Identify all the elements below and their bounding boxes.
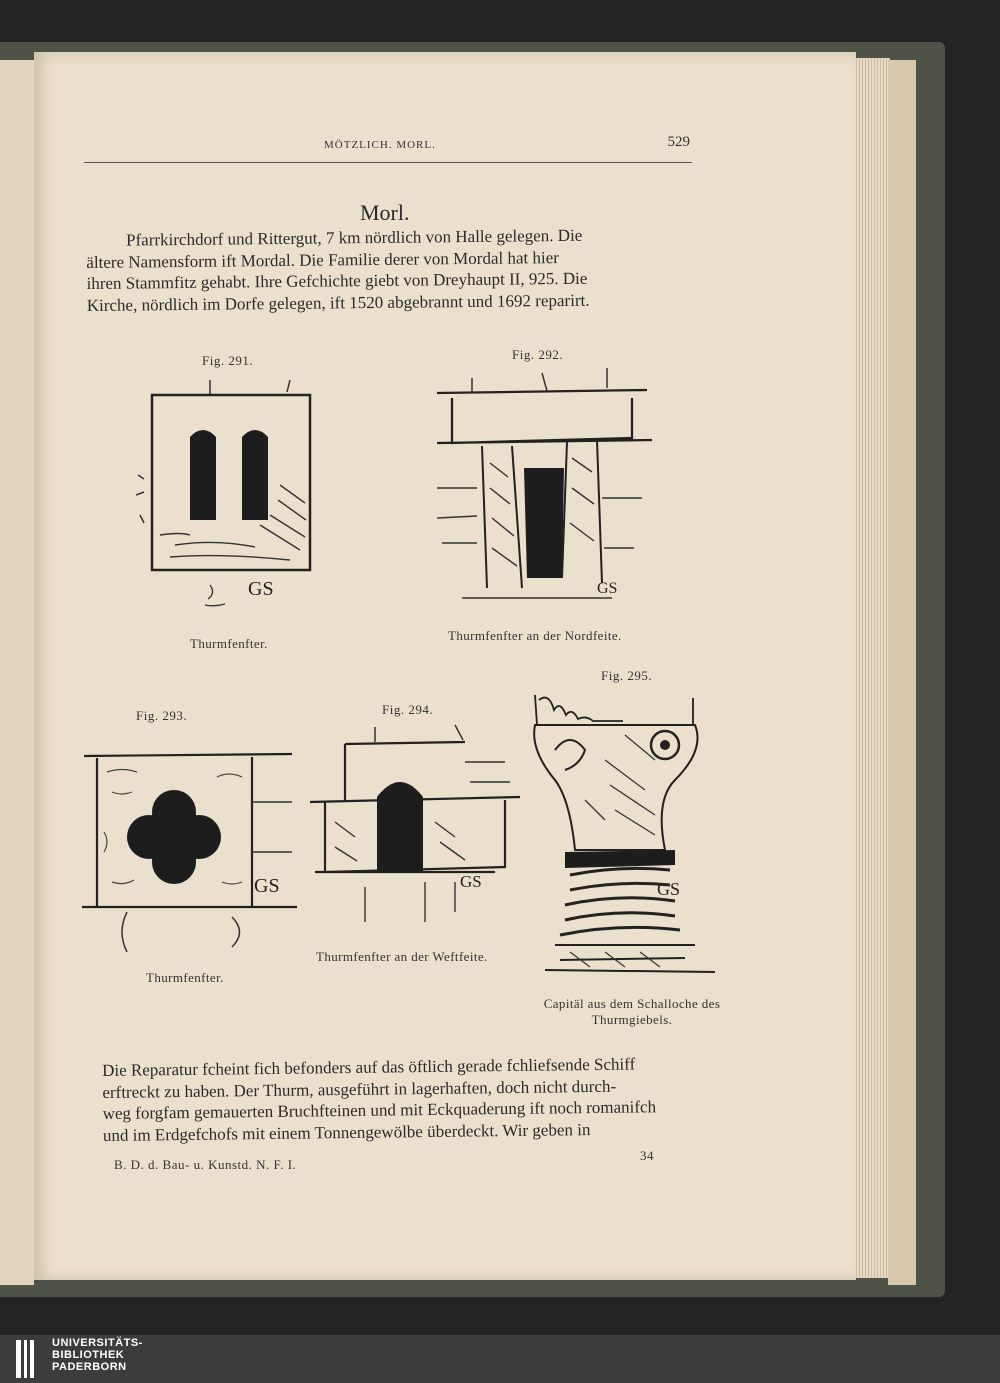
figure-caption: Thurmfenfter an der Weftfeite. bbox=[316, 949, 488, 964]
body-paragraph bbox=[102, 1052, 719, 1146]
text-line: und im Erdgefchofs mit einem Tonnengewölbe überdeckt. Wir geben in bbox=[102, 1119, 591, 1145]
figure-caption: Thurmfenfter. bbox=[190, 636, 268, 651]
figure-292-window-drawing bbox=[432, 368, 657, 613]
caption-line: Thurmgiebels. bbox=[591, 1012, 673, 1027]
svg-text:GS: GS bbox=[657, 879, 681, 899]
binding-edge bbox=[888, 60, 916, 1285]
figure-caption: Thurmfenfter. bbox=[146, 970, 224, 985]
figure-291-window-drawing bbox=[130, 375, 330, 615]
figure-caption: Thurmfenfter an der Nordfeite. bbox=[448, 628, 622, 643]
svg-text:GS: GS bbox=[460, 872, 482, 891]
svg-text:GS: GS bbox=[254, 875, 280, 897]
figure-label: Fig. 294. bbox=[382, 702, 434, 717]
text-line: erftreckt zu haben. Der Thurm, ausgeführt in lagerhaften, doch nicht durch- bbox=[102, 1076, 617, 1102]
figure-293-window-drawing bbox=[82, 732, 297, 962]
figure-label: Fig. 291. bbox=[202, 353, 254, 368]
library-name-line: BIBLIOTHEK bbox=[52, 1349, 125, 1361]
library-logo-icon bbox=[14, 1338, 36, 1380]
text-line: Pfarrkirchdorf und Rittergut, 7 km nördlich von Halle gelegen. Die bbox=[126, 225, 583, 250]
intro-paragraph bbox=[86, 224, 697, 316]
text-line: weg forgfam gemauerten Bruchfteinen und mit Eckquaderung ift noch romanifch bbox=[102, 1097, 657, 1123]
library-name-line: UNIVERSITÄTS- bbox=[52, 1337, 143, 1349]
page-number: 529 bbox=[667, 134, 690, 150]
footer-source: B. D. d. Bau- u. Kunstd. N. F. I. bbox=[114, 1157, 297, 1172]
figure-label: Fig. 295. bbox=[601, 668, 653, 683]
section-title: Morl. bbox=[360, 200, 410, 225]
svg-text:GS: GS bbox=[597, 580, 618, 597]
text-line: Kirche, nördlich im Dorfe gelegen, ift 1520 abgebrannt und 1692 reparirt. bbox=[86, 290, 590, 315]
figure-label: Fig. 293. bbox=[136, 708, 188, 723]
caption-line: Capitäl aus dem Schalloche des bbox=[543, 996, 721, 1011]
running-title: MÖTZLICH. MORL. bbox=[324, 139, 436, 151]
page-header bbox=[84, 134, 692, 163]
svg-text:GS: GS bbox=[248, 578, 274, 600]
text-line: ältere Namensform ift Mordal. Die Familie derer von Mordal hat hier bbox=[86, 247, 559, 272]
figure-295-capital-drawing bbox=[525, 690, 725, 990]
figure-294-window-drawing bbox=[305, 722, 520, 942]
footer-signature: 34 bbox=[640, 1148, 654, 1163]
figure-caption bbox=[531, 996, 733, 1028]
library-banner bbox=[0, 1335, 1000, 1383]
figure-label: Fig. 292. bbox=[512, 347, 564, 362]
text-line: Die Reparatur fcheint fich befonders auf das öftlich gerade fchliefsende Schiff bbox=[102, 1054, 636, 1080]
left-page-edge bbox=[0, 60, 34, 1285]
library-name bbox=[52, 1337, 143, 1373]
library-name-line: PADERBORN bbox=[52, 1361, 127, 1373]
text-line: ihren Stammfitz gehabt. Ihre Gefchichte giebt von Dreyhaupt II, 925. Die bbox=[86, 268, 588, 293]
